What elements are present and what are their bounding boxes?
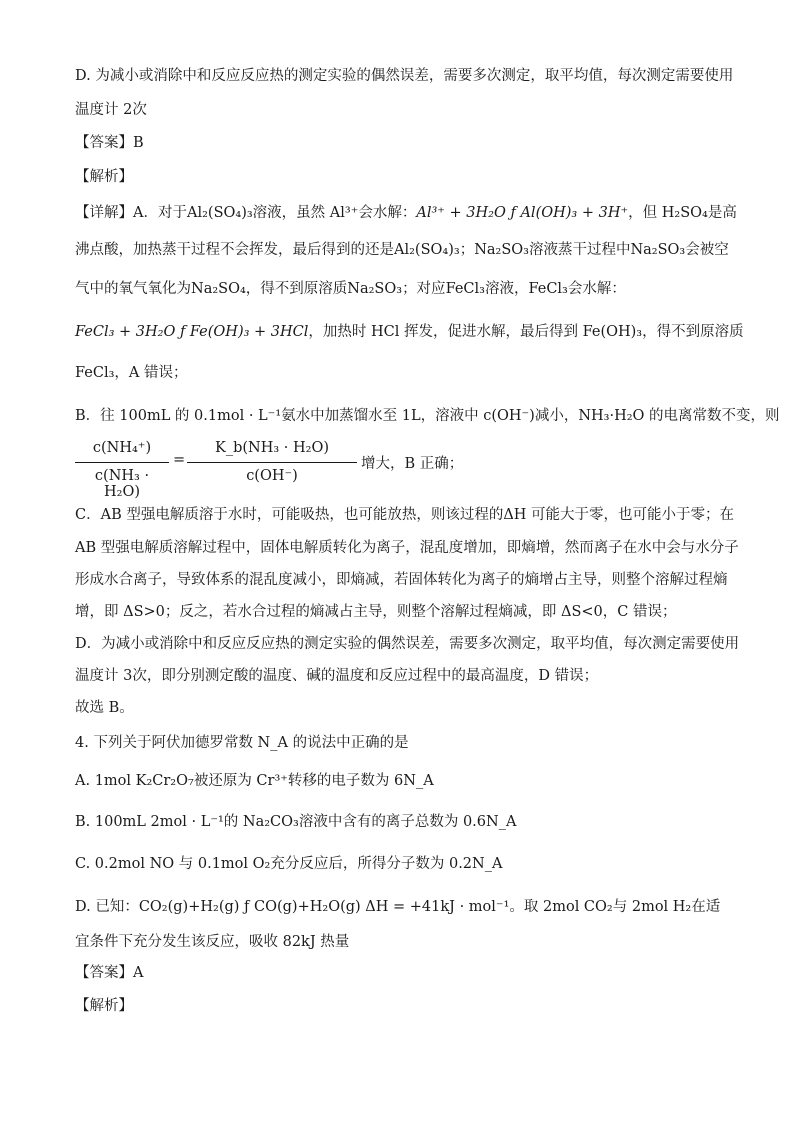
detail-text: 溶液，虽然 Al³⁺会水解： [252,205,417,221]
q3-analysis-heading: 【解析】 [75,169,133,185]
q3-option-d-line2: 温度计 2次 [75,102,147,118]
q3-answer: 【答案】B [75,135,144,151]
detail-text: ，但 H₂SO₄是高 [628,205,737,221]
hydrolysis-equation-fe: FeCl₃ + 3H₂O ƒ Fe(OH)₃ + 3HCl [75,324,309,340]
q3-d-line1: D．为减小或消除中和反应反应热的测定实验的偶然误差，需要多次测定，取平均值，每次测定需要使用 [75,636,740,652]
q4-option-a: A. 1mol K₂Cr₂O₇被还原为 Cr³⁺转移的电子数为 6N_A [75,773,434,789]
q3-detail-line4 [75,322,744,342]
fraction-equals: = [173,452,186,468]
fraction-conclusion: 增大，B 正确； [361,456,464,472]
detail-text: ，得不到原溶质 [245,281,348,297]
q3-c-line4: 增，即 ΔS>0；反之，若水合过程的熵减占主导，则整个溶解过程熵减，即 ΔS<0，C 错误； [75,604,677,620]
fraction-numerator-2: K_b(NH₃ · H₂O) [215,440,329,456]
q3-c-line3: 形成水合离子，导致体系的混乱度减小，即熵减，若固体转化为离子的熵增占主导，则整个溶解过程熵 [75,572,728,588]
q4-option-b: B. 100mL 2mol · L⁻¹的 Na₂CO₃溶液中含有的离子总数为 0.6N_A [75,814,517,830]
detail-text: 会水解： [567,281,626,297]
fraction-denominator: c(NH₃ · H₂O) [94,468,150,500]
q3-detail-line3 [75,279,626,299]
q4-option-c: C. 0.2mol NO 与 0.1mol O₂充分反应后，所得分子数为 0.2N_A [75,856,503,872]
fraction-bar [75,462,169,463]
q4-stem: 4. 下列关于阿伏加德罗常数 N_A 的说法中正确的是 [75,735,409,751]
q4-option-d-line1: D. 已知：CO₂(g)+H₂(g) ƒ CO(g)+H₂O(g) ΔH = +41kJ · mol⁻¹。取 2mol CO₂与 2mol H₂在适 [75,899,721,915]
detail-text: ；对应 [402,281,446,297]
q3-choose: 故选 B。 [75,700,134,716]
fraction-numerator: c(NH₄⁺) [92,440,152,456]
q4-answer: 【答案】A [75,965,144,981]
formula-na2so3: Na₂SO₃ [630,242,686,258]
q3-option-d-line1: D. 为减小或消除中和反应反应热的测定实验的偶然误差，需要多次测定，取平均值，每次测定需要使用 [75,68,734,84]
q3-c-line1: C．AB 型强电解质溶于水时，可能吸热，也可能放热，则该过程的ΔH 可能大于零，也可能小于零；在 [75,507,735,523]
q3-c-line2: AB 型强电解质溶解过程中，固体电解质转化为离子，混乱度增加，即熵增，然而离子在水中会与水分子 [75,540,739,556]
detail-prefix: 【详解】A．对于 [75,205,187,221]
q3-b-fraction [75,436,495,500]
detail-text: 气中的氧气氧化为 [75,281,191,297]
q3-detail-line2 [75,240,729,260]
q3-detail-line5: FeCl₃，A 错误； [75,365,188,381]
formula-na2so3: Na₂SO₃ [347,281,403,297]
fraction-bar-2 [187,462,357,463]
detail-text: ； [459,242,475,258]
hydrolysis-equation-al: Al³⁺ + 3H₂O ƒ Al(OH)₃ + 3H⁺ [416,205,629,221]
formula-al2so43: Al₂(SO₄)₃ [394,242,460,258]
fraction-denominator-2: c(OH⁻) [246,468,298,484]
q3-detail-line1 [75,203,737,223]
detail-text: 沸点酸，加热蒸干过程不会挥发，最后得到的还是 [75,242,394,258]
detail-text: ，加热时 HCl 挥发，促进水解，最后得到 Fe(OH)₃，得不到原溶质 [308,324,744,340]
q3-b-line1: B．往 100mL 的 0.1mol · L⁻¹氨水中加蒸馏水至 1L，溶液中 c(OH⁻)减小，NH₃·H₂O 的电离常数不变，则 [75,408,780,424]
q4-option-d-line2: 宜条件下充分发生该反应，吸收 82kJ 热量 [75,934,350,950]
formula-fecl3: FeCl₃ [528,281,568,297]
formula-na2so3: Na₂SO₃ [474,242,529,258]
detail-text: 溶液蒸干过程中 [528,242,631,258]
formula-fecl3: FeCl₃ [445,281,485,297]
formula-al2so43: Al₂(SO₄)₃ [186,205,253,221]
detail-text: 会被空 [685,242,729,258]
formula-na2so4: Na₂SO₄ [191,281,246,297]
detail-text: 溶液， [484,281,529,297]
q3-d-line2: 温度计 3次，即分别测定酸的温度、碱的温度和反应过程中的最高温度，D 错误； [75,668,599,684]
q4-analysis-heading: 【解析】 [75,998,133,1014]
